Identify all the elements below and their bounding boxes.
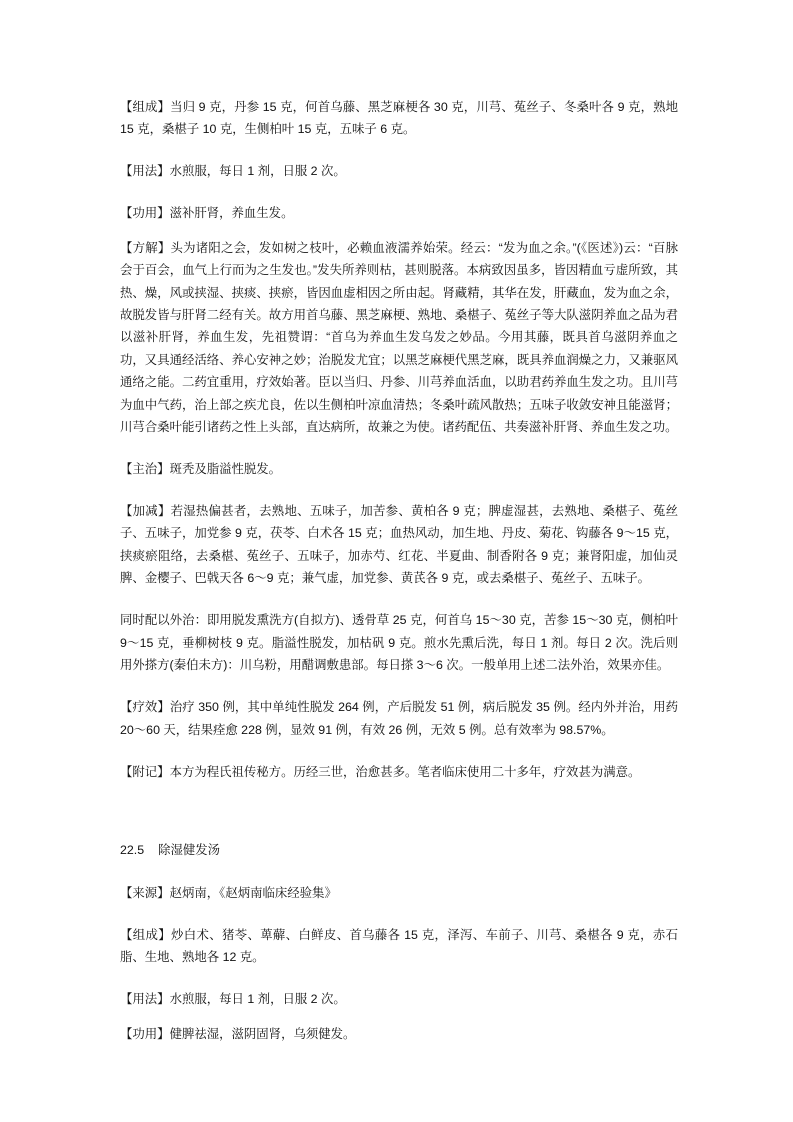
paragraph-text: 治疗 350 例，其中单纯性脱发 264 例，产后脱发 51 例，病后脱发 35 例。经内外并治，用药 20～60 天，结果痊愈 228 例，显效 91 例，有效 26 例，无效 5 例。总有效率为 98.57%。 xyxy=(120,700,678,737)
paragraph-text: 炒白术、猪苓、萆薢、白鲜皮、首乌藤各 15 克，泽泻、车前子、川芎、桑椹各 9 克，赤石脂、生地、熟地各 12 克。 xyxy=(120,927,678,965)
section-label: 【加减】 xyxy=(120,504,171,519)
section-label: 【附记】 xyxy=(120,764,170,779)
blank-space xyxy=(120,803,678,839)
paragraph-text: 健脾祛湿，滋阴固肾，乌须健发。 xyxy=(169,1026,356,1041)
document-page xyxy=(120,96,678,1065)
section-label: 【用法】 xyxy=(120,992,170,1007)
analysis-paragraph xyxy=(120,237,678,439)
usage-paragraph-2 xyxy=(120,988,678,1010)
section-label: 【组成】 xyxy=(120,927,171,942)
section-label: 【功用】 xyxy=(120,1026,170,1041)
note-paragraph xyxy=(120,761,678,783)
usage-paragraph xyxy=(120,160,678,182)
section-label: 【疗效】 xyxy=(120,700,170,715)
section-title: 除湿健发汤 xyxy=(158,842,221,857)
paragraph-text: 若湿热偏甚者，去熟地、五味子，加苦参、黄柏各 9 克；脾虚湿甚，去熟地、桑椹子、菟丝子、五味子，加党参 9 克，茯苓、白术各 15 克；血热风动，加生地、丹皮、菊花、钩藤各 9～15 克，挟痰瘀阻络，去桑椹、菟丝子、五味子，加赤芍、红花、半夏曲、制香附各 9 克；兼肾阳虚，加仙灵脾、金樱子、巴戟天各 6～9 克；兼气虚，加党参、黄芪各 9 克，或去桑椹子、菟丝子、五味子。 xyxy=(120,504,679,586)
modification-paragraph xyxy=(120,500,678,590)
external-treatment-paragraph xyxy=(120,609,678,676)
section-number: 22.5 xyxy=(120,842,145,857)
paragraph-text: 赵炳南，《赵炳南临床经验集》 xyxy=(169,885,337,900)
section-label: 【来源】 xyxy=(120,885,170,900)
section-label: 【用法】 xyxy=(120,164,170,179)
composition-paragraph xyxy=(120,96,678,141)
source-paragraph xyxy=(120,882,678,904)
function-paragraph-2 xyxy=(120,1023,678,1045)
paragraph-text: 头为诸阳之会，发如树之枝叶，必赖血液濡养始荣。经云：“发为血之余。”(《医述》)云：“百脉会于百会，血气上行而为之生发也。”发失所养则枯，甚则脱落。本病致因虽多，皆因精血亏虚所致，其热、燥，风或挟湿、挟痰、挟瘀，皆因血虚相因之所由起。肾藏精，其华在发，肝藏血，发为血之余，故脱发皆与肝肾二经有关。故方用首乌藤、黑芝麻梗、熟地、桑椹子、菟丝子等大队滋阴养血之品为君以滋补肝肾，养血生发，先祖赞谓：“首乌为养血生发乌发之妙品。今用其藤，既具首乌滋阴养血之功，又具通经活络、养心安神之妙；治脱发尤宜；以黑芝麻梗代黑芝麻，既具养血润燥之力，又兼驱风通络之能。二药宜重用，疗效始著。臣以当归、丹参、川芎养血活血，以助君药养血生发之功。且川芎为血中气药，治上部之疾尤良，佐以生侧柏叶凉血清热；冬桑叶疏风散热；五味子收敛安神且能滋肾；川芎合桑叶能引诸药之性上头部，直达病所，故兼之为使。诸药配伍、共奏滋补肝肾、养血生发之功。 xyxy=(120,240,679,435)
paragraph-text: 本方为程氏祖传秘方。历经三世，治愈甚多。笔者临床使用二十多年，疗效甚为满意。 xyxy=(169,764,641,779)
paragraph-text: 同时配以外治：即用脱发熏洗方(自拟方)、透骨草 25 克，何首乌 15～30 克，苦参 15～30 克，侧柏叶 9～15 克，垂柳树枝 9 克。脂溢性脱发，加枯矾 9 克。煎水先熏后洗，每日 1 剂。每日 2 次。洗后则用外搽方(秦伯未方)：川乌粉，用醋调敷患部。每日搽 3～6 次。一般单用上述二法外治，效果亦佳。 xyxy=(120,613,678,673)
paragraph-text: 滋补肝肾，养血生发。 xyxy=(169,206,294,221)
paragraph-text: 当归 9 克，丹参 15 克，何首乌藤、黑芝麻梗各 30 克，川芎、菟丝子、冬桑叶各 9 克，熟地 15 克，桑椹子 10 克，生侧柏叶 15 克，五味子 6 克。 xyxy=(120,100,679,137)
indication-paragraph xyxy=(120,458,678,480)
section-label: 【主治】 xyxy=(120,462,170,477)
paragraph-text: 水煎服，每日 1 剂，日服 2 次。 xyxy=(169,164,346,179)
function-paragraph xyxy=(120,202,678,224)
efficacy-paragraph xyxy=(120,696,678,741)
section-heading xyxy=(120,839,678,861)
paragraph-text: 斑秃及脂溢性脱发。 xyxy=(169,462,282,477)
section-label: 【方解】 xyxy=(120,240,171,255)
section-label: 【功用】 xyxy=(120,206,170,221)
composition-paragraph-2 xyxy=(120,924,678,969)
paragraph-text: 水煎服，每日 1 剂，日服 2 次。 xyxy=(169,992,346,1007)
section-label: 【组成】 xyxy=(120,100,171,114)
